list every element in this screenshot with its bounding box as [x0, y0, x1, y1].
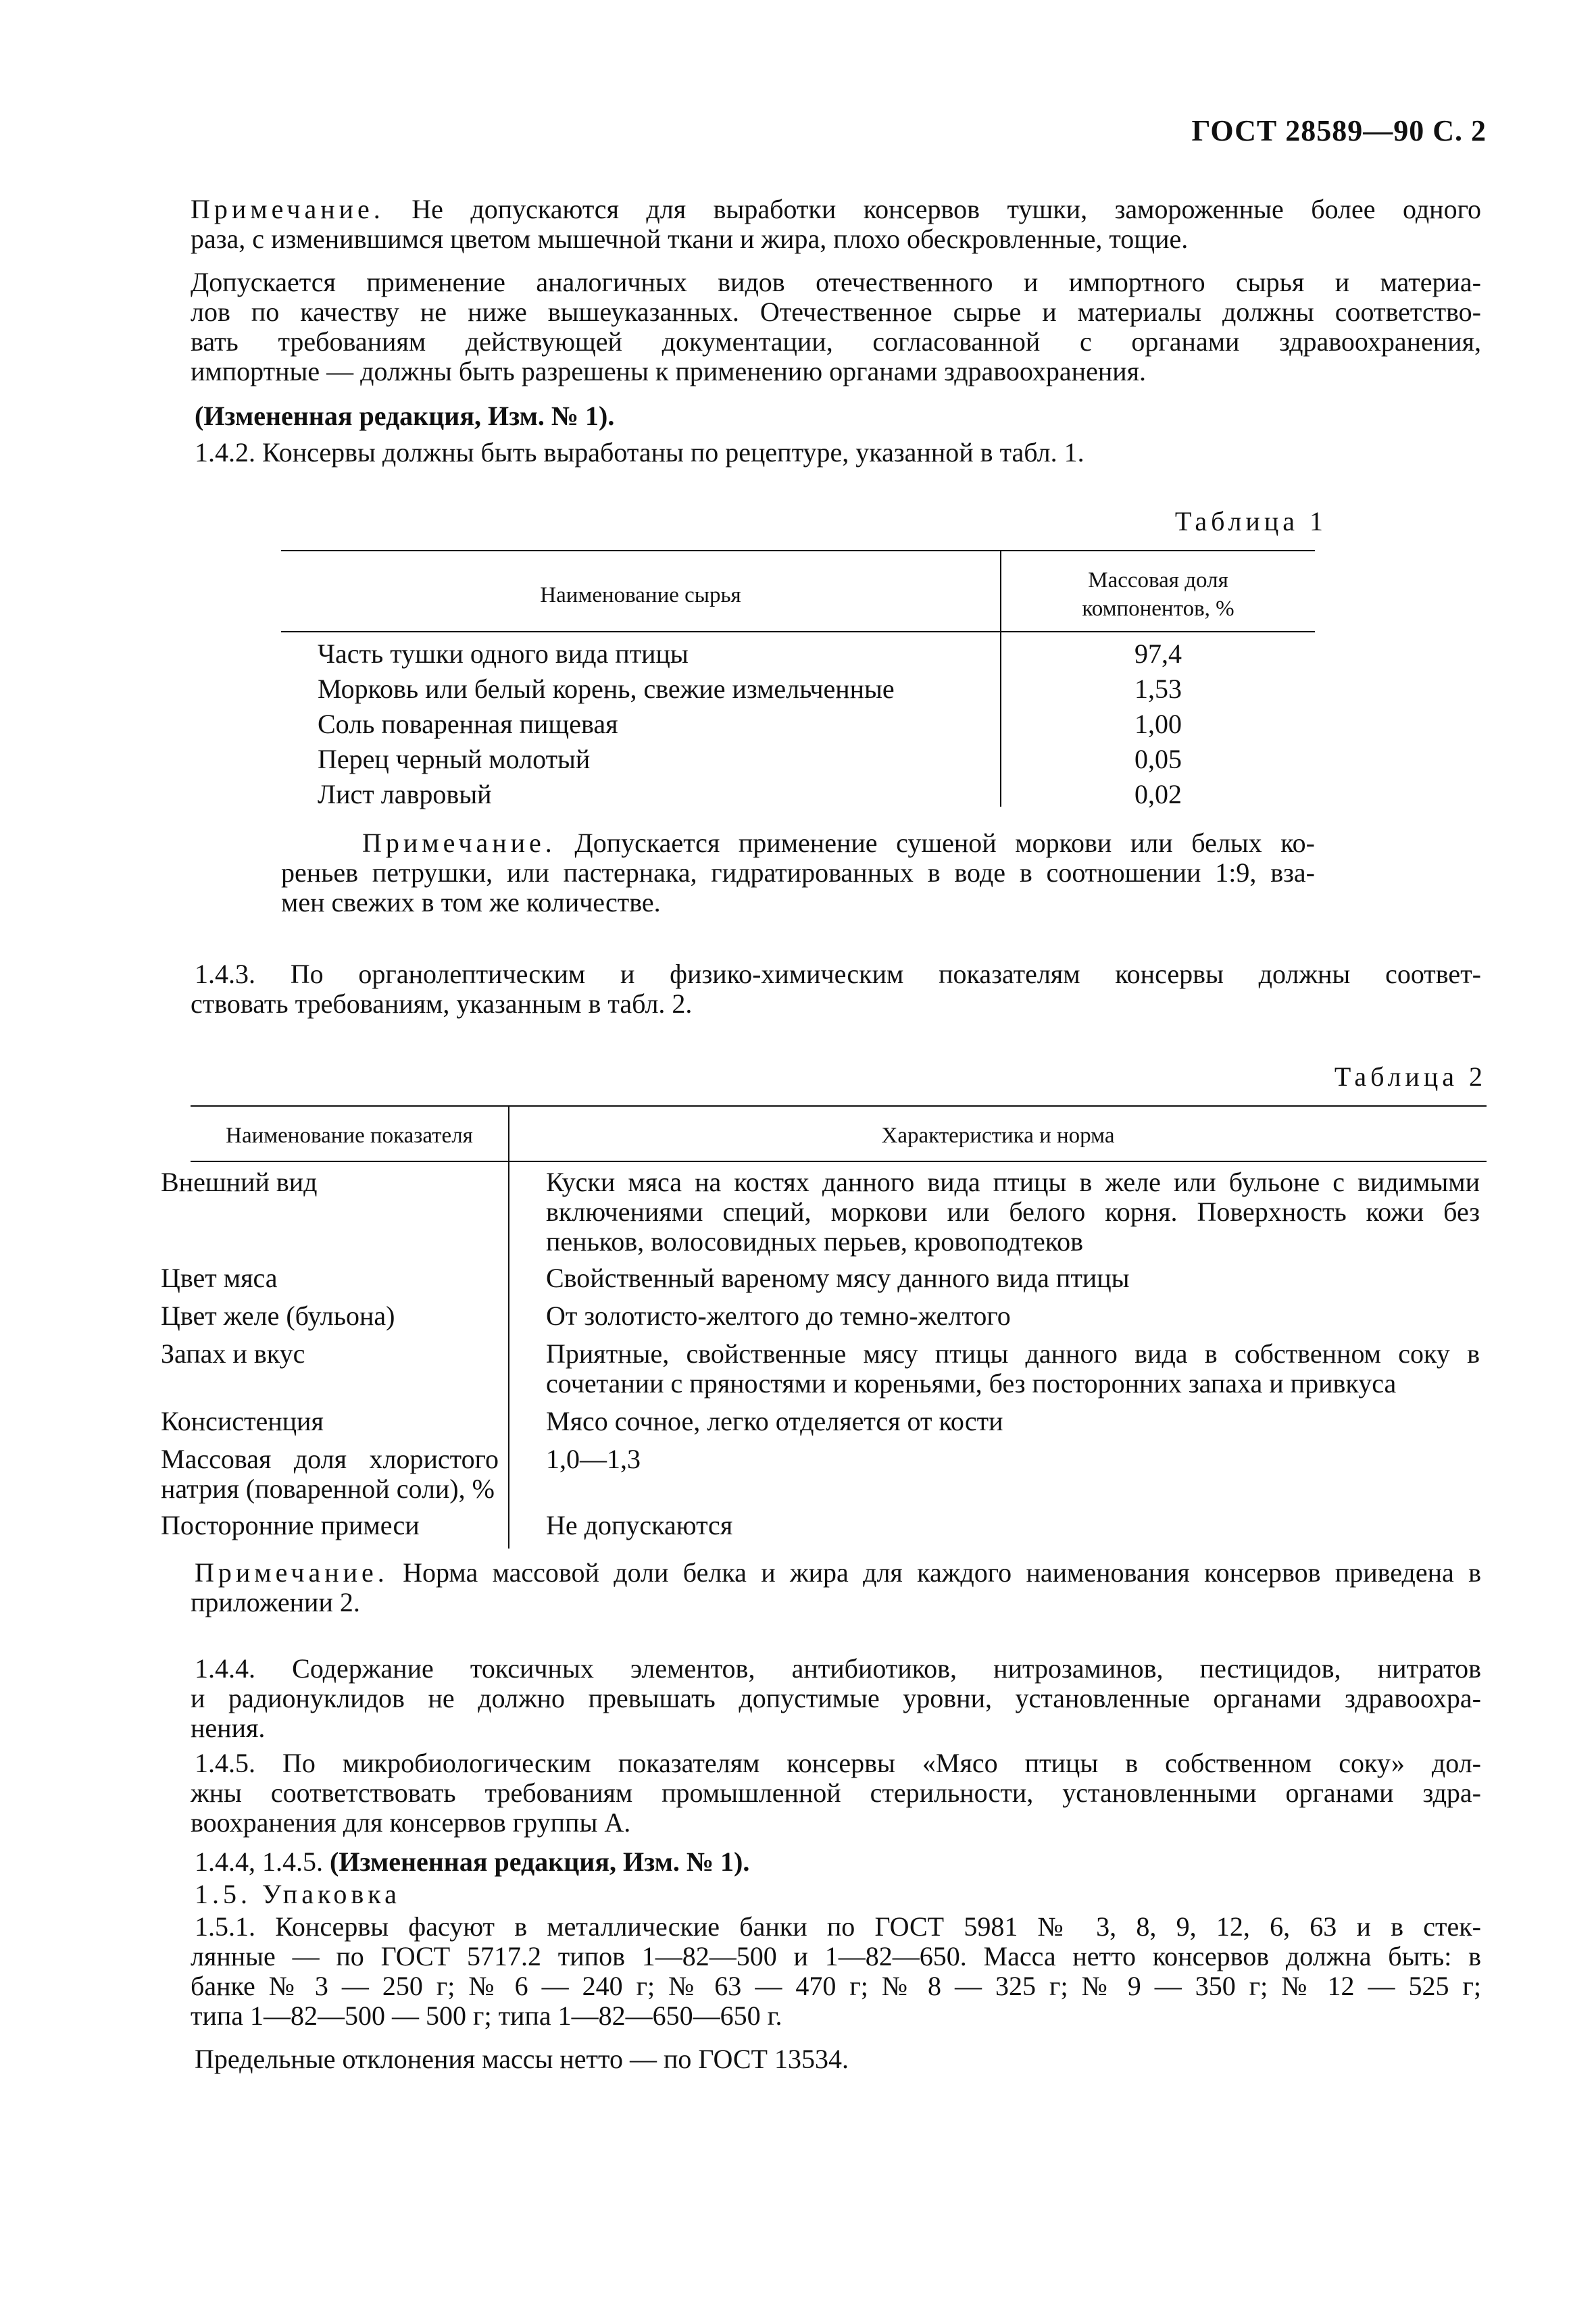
row-value: От золотисто-желтого до темно-желтого — [546, 1301, 1011, 1331]
row-value: Мясо сочное, легко отделяется от кости — [546, 1406, 1003, 1436]
header-line: компонентов, % — [1082, 597, 1235, 621]
table-2-note — [195, 1558, 1481, 1588]
row-name: Консистенция — [161, 1406, 324, 1436]
paragraph-line: 1.4.3. По органолептическим и физико-химическим показателям консервы должны соответ- — [195, 959, 1481, 989]
value-line: пеньков, волосовидных перьев, кровоподтеков — [546, 1226, 1084, 1257]
paragraph-line: ствовать требованиям, указанным в табл. 2. — [191, 988, 693, 1019]
table-cell: 1,53 — [1134, 674, 1182, 704]
paragraph-line: банке № 3 — 250 г; № 6 — 240 г; № 63 — 470 г; № 8 — 325 г; № 9 — 350 г; № 12 — 525 г; — [191, 1971, 1481, 2001]
note-text: раза, с изменившимся цветом мышечной ткани и жира, плохо обескровленные, тощие. — [191, 224, 1189, 254]
table-1-values — [1001, 636, 1315, 812]
row-value — [546, 1339, 1480, 1399]
table-1-header-name: Наименование сырья — [540, 583, 741, 607]
note-block — [191, 195, 1481, 224]
value-line: сочетании с пряностями и кореньями, без посторонних запаха и привкуса — [546, 1368, 1397, 1399]
table-row: Перец черный молотый — [318, 744, 591, 774]
table-1-top-rule — [281, 550, 1315, 551]
header-line: Массовая доля — [1088, 568, 1228, 593]
paragraph-line: Допускается применение аналогичных видов отечественного и импортного сырья и материа- — [191, 267, 1481, 297]
note-line — [191, 224, 1481, 254]
table-row: Лист лавровый — [318, 779, 492, 809]
note-text: Допускается применение сушеной моркови или белых ко- — [555, 828, 1315, 858]
table-2-header-name: Наименование показателя — [226, 1124, 473, 1148]
note-text: реньев петрушки, или пастернака, гидратированных в воде в соотношении 1:9, вза- — [281, 857, 1315, 888]
note-label: Примечание. — [191, 194, 384, 224]
table-1-note — [281, 828, 1315, 917]
clause-1-4-3 — [191, 959, 1481, 1019]
paragraph-line: 1.5.1. Консервы фасуют в металлические банки по ГОСТ 5981 № 3, 8, 9, 12, 6, 63 и в стек- — [195, 1911, 1481, 1942]
clause-1-4-2: 1.4.2. Консервы должны быть выработаны по рецептуре, указанной в табл. 1. — [195, 437, 1084, 468]
note-text: приложении 2. — [191, 1587, 360, 1617]
value-line: Приятные, свойственные мясу птицы данного вида в собственном соку в — [546, 1338, 1480, 1369]
row-value — [546, 1167, 1480, 1257]
table-2-header-value: Характеристика и норма — [881, 1124, 1115, 1148]
amendment-note: (Измененная редакция, Изм. № 1). — [195, 401, 615, 431]
table-row: Морковь или белый корень, свежие измельченные — [318, 674, 895, 704]
table-2-top-rule — [191, 1105, 1487, 1107]
section-1-5-title: 1.5. Упаковка — [195, 1879, 401, 1909]
paragraph — [191, 268, 1481, 386]
paragraph-line: 1.4.5. По микробиологическим показателям консервы «Мясо птицы в собственном соку» дол- — [195, 1748, 1481, 1778]
table-1-header-value — [1001, 566, 1315, 623]
table-1-header-rule — [281, 631, 1315, 632]
note-label: Примечание. — [195, 1557, 389, 1588]
paragraph-line: 1.4.4. Содержание токсичных элементов, антибиотиков, нитрозаминов, пестицидов, нитратов — [195, 1653, 1481, 1684]
paragraph-line: жны соответствовать требованиям промышленной стерильности, установленными органами здра- — [191, 1778, 1481, 1808]
name-line: Массовая доля хлористого — [161, 1444, 499, 1474]
paragraph-line: лов по качеству не ниже вышеуказанных. Отечественное сырье и материалы должны соответство- — [191, 297, 1481, 327]
note-label: Примечание. — [362, 828, 556, 858]
value-line: Куски мяса на костях данного вида птицы в желе или бульоне с видимыми — [546, 1167, 1480, 1197]
table-cell: 97,4 — [1134, 638, 1182, 669]
note-text: Не допускаются для выработки консервов тушки, замороженные более одного — [384, 194, 1481, 224]
row-name: Цвет мяса — [161, 1263, 278, 1293]
row-value: 1,0—1,3 — [546, 1444, 641, 1474]
table-1-caption: Таблица 1 — [1174, 506, 1327, 536]
table-1-names — [318, 636, 993, 812]
table-2-caption: Таблица 2 — [1334, 1061, 1487, 1092]
paragraph-line: нения. — [191, 1713, 266, 1743]
table-cell: 0,02 — [1134, 779, 1182, 809]
mass-tolerance: Предельные отклонения массы нетто — по ГОСТ 13534. — [195, 2044, 849, 2074]
paragraph-line: лянные — по ГОСТ 5717.2 типов 1—82—500 и 1—82—650. Масса нетто консервов должна быть: в — [191, 1941, 1481, 1971]
amendment-text: (Измененная редакция, Изм. № 1). — [330, 1846, 750, 1877]
name-line: натрия (поваренной соли), % — [161, 1474, 495, 1504]
row-name: Внешний вид — [161, 1167, 318, 1197]
table-row: Часть тушки одного вида птицы — [318, 638, 689, 669]
row-value: Свойственный вареному мясу данного вида птицы — [546, 1263, 1130, 1293]
row-name: Цвет желе (бульона) — [161, 1301, 395, 1331]
paragraph-line: и радионуклидов не должно превышать допустимые уровни, установленные органами здравоохра- — [191, 1683, 1481, 1713]
row-name: Запах и вкус — [161, 1338, 305, 1369]
paragraph-line: импортные — должны быть разрешены к применению органами здравоохранения. — [191, 356, 1147, 386]
clause-1-5-1 — [191, 1912, 1481, 2031]
row-value: Не допускаются — [546, 1510, 733, 1540]
note-text: Норма массовой доли белка и жира для каждого наименования консервов приведена в — [388, 1557, 1481, 1588]
page-header: ГОСТ 28589—90 С. 2 — [1191, 114, 1487, 147]
amendment-note-2 — [195, 1847, 749, 1877]
note-text: мен свежих в том же количестве. — [281, 887, 661, 917]
paragraph-line: вать требованиям действующей документации, согласованной с органами здравоохранения, — [191, 326, 1481, 357]
table-cell: 1,00 — [1134, 709, 1182, 739]
table-cell: 0,05 — [1134, 744, 1182, 774]
table-2-column-divider — [508, 1105, 509, 1549]
clause-refs: 1.4.4, 1.4.5. — [195, 1846, 330, 1877]
row-name — [161, 1444, 499, 1504]
table-2-header-rule — [191, 1161, 1487, 1162]
clause-1-4-4 — [191, 1654, 1481, 1743]
paragraph-line: типа 1—82—500 — 500 г; типа 1—82—650—650 г. — [191, 2001, 782, 2031]
clause-1-4-5 — [191, 1749, 1481, 1838]
paragraph-line: воохранения для консервов группы А. — [191, 1807, 631, 1838]
row-name: Посторонние примеси — [161, 1510, 420, 1540]
value-line: включениями специй, моркови или белого корня. Поверхность кожи без — [546, 1197, 1480, 1227]
table-row: Соль поваренная пищевая — [318, 709, 618, 739]
